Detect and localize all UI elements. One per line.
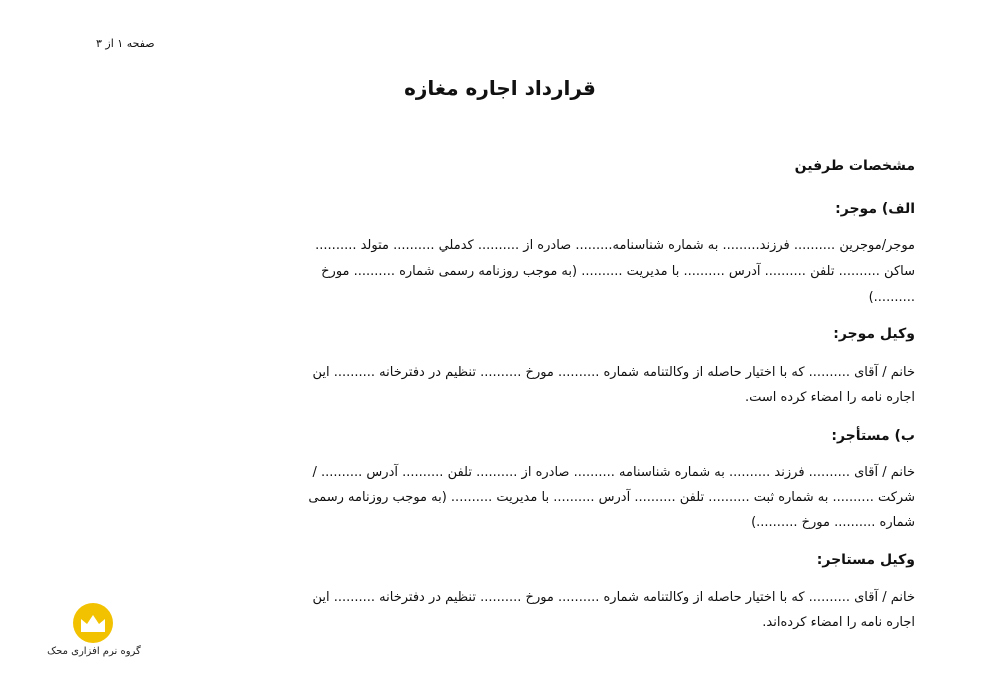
lessor-heading: الف) موجر:	[835, 201, 915, 217]
logo-text: گروه نرم افزاری محک	[47, 646, 141, 657]
lessee-agent-heading: وکیل مستاجر:	[816, 552, 915, 568]
lessee-line-2: شرکت .......... به شماره ثبت .......... تلفن .......... آدرس .......... با مدیریت .......... (به موجب روزنامه رسمی	[308, 490, 915, 505]
page-number: صفحه ۱ از ۳	[96, 37, 155, 50]
lessee-line-1: خانم / آقای .......... فرزند .......... به شماره شناسنامه .......... صادره از .......... تلفن .......... آدرس .......... /	[312, 465, 915, 480]
lessee-heading: ب) مستأجر:	[831, 428, 915, 444]
lessee-line-3: شماره .......... مورخ ..........)	[751, 515, 915, 530]
lessor-line-1: موجر/موجرین .......... فرزند......... به شماره شناسنامه......... صادره از .......... کدملي .......... متولد ..........	[315, 238, 915, 253]
parties-heading: مشخصات طرفین	[794, 158, 915, 174]
lessor-agent-heading: وکیل موجر:	[833, 326, 915, 342]
lessee-agent-line-1: خانم / آقای .......... که با اختیار حاصله از وکالتنامه شماره .......... مورخ .......... تنظیم در دفترخانه .......... این	[312, 590, 915, 605]
document-title: قرارداد اجاره مغازه	[404, 76, 596, 100]
lessor-line-2: ساکن .......... تلفن .......... آدرس .......... با مدیریت .......... (به موجب روزنامه رسمی شماره .......... مورخ	[321, 264, 915, 279]
lessor-agent-line-2: اجاره نامه را امضاء کرده است.	[744, 390, 915, 405]
lessor-agent-line-1: خانم / آقای .......... که با اختیار حاصله از وکالتنامه شماره .......... مورخ .......... تنظیم در دفترخانه .......... این	[312, 365, 915, 380]
lessee-agent-line-2: اجاره نامه را امضاء کرده‌اند.	[762, 615, 915, 630]
company-logo	[38, 602, 150, 662]
lessor-line-3: ..........)	[868, 290, 915, 305]
mahak-logo-icon	[72, 602, 114, 644]
